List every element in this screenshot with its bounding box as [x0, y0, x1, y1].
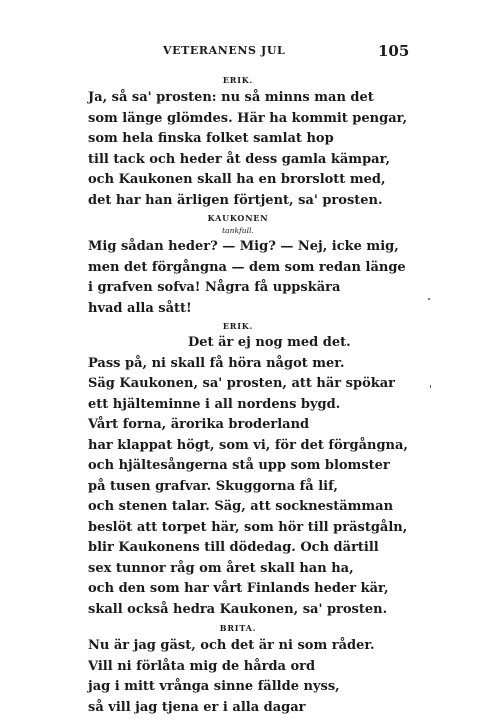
verse-line: i grafven sofva! Några få uppskära: [88, 280, 341, 295]
verse-line: Mig sådan heder? — Mig? — Nej, icke mig,: [88, 239, 399, 254]
speaker-name: BRITA.: [219, 623, 257, 633]
verse-line: har klappat högt, som vi, för det förgångna,: [88, 437, 408, 453]
verse-line: ett hjälteminne i all nordens bygd.: [88, 396, 341, 412]
verse-line: så vill jag tjena er i alla dagar: [88, 699, 306, 715]
page-number: 105: [378, 42, 410, 60]
paper-speck: [430, 385, 431, 388]
verse-line: skall också hedra Kaukonen, sa' prosten.: [88, 601, 388, 617]
verse-line: hvad alla sått!: [88, 300, 192, 316]
verse-line: Pass på, ni skall få höra något mer.: [88, 355, 345, 371]
verse-line: Nu är jag gäst, och det är ni som råder.: [88, 638, 375, 653]
verse-line: Vårt forna, ärorika broderland: [88, 417, 310, 432]
verse-line: Säg Kaukonen, sa' prosten, att här spökar: [88, 376, 396, 391]
running-title: VETERANENS JUL: [163, 44, 286, 57]
verse-line: Ja, så sa' prosten: nu så minns man det: [88, 90, 374, 105]
paper-speck: [428, 298, 430, 300]
speaker-name: KAUKONEN: [207, 213, 269, 223]
speaker-name: ERIK.: [222, 75, 254, 85]
verse-line: och hjältesångerna stå upp som blomster: [88, 458, 390, 473]
page-header: [0, 42, 480, 62]
stage-direction: tankfull.: [222, 226, 254, 235]
verse-line: Det är ej nog med det.: [188, 335, 351, 350]
verse-line: men det förgångna — dem som redan länge: [88, 259, 406, 275]
verse-line: det har han ärligen förtjent, sa' prosten.: [88, 192, 383, 208]
verse-line: beslöt att torpet här, som hör till prästgåln,: [88, 519, 408, 535]
verse-line: och stenen talar. Säg, att socknestämman: [88, 499, 394, 514]
verse-line: till tack och heder åt dess gamla kämpar,: [88, 151, 391, 167]
verse-line: Vill ni förlåta mig de hårda ord: [88, 658, 316, 674]
verse-line: som hela finska folket samlat hop: [88, 131, 334, 146]
verse-line: blir Kaukonens till dödedag. Och därtill: [88, 540, 379, 555]
verse-line: och Kaukonen skall ha en brorslott med,: [88, 172, 386, 187]
verse-line: och den som har vårt Finlands heder kär,: [88, 581, 389, 596]
verse-line: sex tunnor råg om året skall han ha,: [88, 560, 354, 576]
play-text: [88, 72, 418, 718]
verse-line: som länge glömdes. Här ha kommit pengar,: [88, 110, 408, 126]
verse-line: på tusen grafvar. Skuggorna få lif,: [88, 478, 338, 494]
speaker-name: ERIK.: [222, 321, 254, 331]
verse-line: jag i mitt vrånga sinne fällde nyss,: [88, 679, 340, 694]
